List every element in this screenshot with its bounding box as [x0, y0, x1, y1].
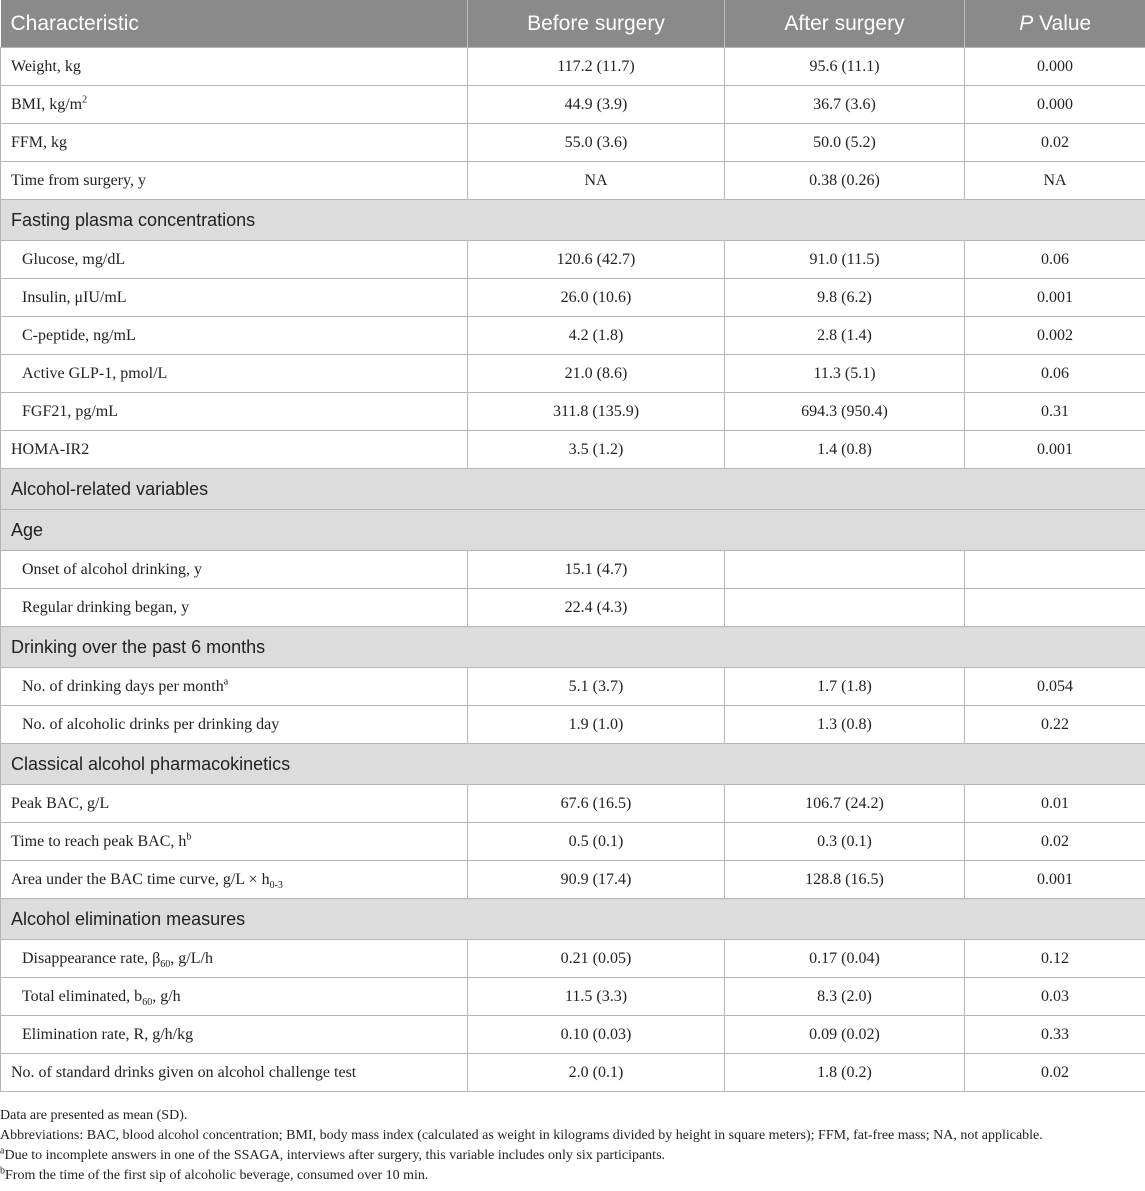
before-value: 67.6 (16.5) — [468, 785, 725, 823]
table-row-insulin — [1, 279, 1145, 317]
row-label: HOMA-IR2 — [1, 431, 468, 469]
table-row-glucose — [1, 241, 1145, 279]
after-value: 0.38 (0.26) — [725, 162, 965, 200]
before-value: 55.0 (3.6) — [468, 124, 725, 162]
table-row-time-from-surgery — [1, 162, 1145, 200]
p-value: 0.001 — [965, 861, 1145, 899]
table-row-c-peptide — [1, 317, 1145, 355]
footnote-b-text: From the time of the first sip of alcoholic beverage, consumed over 10 min. — [5, 1168, 429, 1183]
row-label-sub: 60 — [160, 958, 171, 970]
p-value: 0.06 — [965, 355, 1145, 393]
row-label — [1, 861, 468, 899]
p-value: 0.02 — [965, 124, 1145, 162]
p-value: NA — [965, 162, 1145, 200]
after-value: 1.3 (0.8) — [725, 706, 965, 744]
footnote-a-marker: a — [0, 1145, 5, 1157]
before-value: 21.0 (8.6) — [468, 355, 725, 393]
row-label — [1, 86, 468, 124]
p-value: 0.06 — [965, 241, 1145, 279]
row-label-sup: 2 — [82, 94, 88, 106]
after-value: 8.3 (2.0) — [725, 978, 965, 1016]
after-value: 91.0 (11.5) — [725, 241, 965, 279]
after-value: 106.7 (24.2) — [725, 785, 965, 823]
table-row-homa — [1, 431, 1145, 469]
section-label: Alcohol-related variables — [1, 469, 1145, 510]
after-value: 2.8 (1.4) — [725, 317, 965, 355]
table-row-standard-drinks — [1, 1054, 1145, 1092]
row-label — [1, 978, 468, 1016]
before-value: 22.4 (4.3) — [468, 589, 725, 627]
before-value: NA — [468, 162, 725, 200]
section-alcohol — [1, 469, 1145, 510]
before-value: 26.0 (10.6) — [468, 279, 725, 317]
p-value — [965, 589, 1145, 627]
header-characteristic: Characteristic — [1, 0, 468, 48]
row-label: Active GLP-1, pmol/L — [1, 355, 468, 393]
p-value: 0.000 — [965, 48, 1145, 86]
row-label: Insulin, μIU/mL — [1, 279, 468, 317]
p-value: 0.12 — [965, 940, 1145, 978]
table-row-fgf21 — [1, 393, 1145, 431]
p-value: 0.31 — [965, 393, 1145, 431]
header-after-surgery: After surgery — [725, 0, 965, 48]
footnote-a — [0, 1146, 1140, 1166]
p-value: 0.33 — [965, 1016, 1145, 1054]
table-row-drinking-days — [1, 668, 1145, 706]
row-label-sup: b — [186, 831, 192, 843]
p-value: 0.22 — [965, 706, 1145, 744]
header-p-value — [965, 0, 1145, 48]
after-value — [725, 551, 965, 589]
row-label: Regular drinking began, y — [1, 589, 468, 627]
after-value: 36.7 (3.6) — [725, 86, 965, 124]
before-value: 44.9 (3.9) — [468, 86, 725, 124]
row-label-main: Total eliminated, b — [22, 987, 143, 1005]
row-label: C-peptide, ng/mL — [1, 317, 468, 355]
before-value: 0.5 (0.1) — [468, 823, 725, 861]
footnote-b-marker: b — [0, 1165, 5, 1177]
header-p-italic: P — [1019, 11, 1034, 35]
row-label-tail: , g/L/h — [170, 949, 213, 967]
after-value: 50.0 (5.2) — [725, 124, 965, 162]
section-label: Classical alcohol pharmacokinetics — [1, 744, 1145, 785]
row-label: No. of alcoholic drinks per drinking day — [1, 706, 468, 744]
row-label — [1, 940, 468, 978]
row-label-main: No. of drinking days per month — [22, 677, 224, 695]
after-value: 1.7 (1.8) — [725, 668, 965, 706]
after-value: 694.3 (950.4) — [725, 393, 965, 431]
table-row-elimination-rate — [1, 1016, 1145, 1054]
before-value: 5.1 (3.7) — [468, 668, 725, 706]
row-label: FFM, kg — [1, 124, 468, 162]
p-value: 0.02 — [965, 1054, 1145, 1092]
table-row-ffm — [1, 124, 1145, 162]
table-row-time-peak — [1, 823, 1145, 861]
footnote-data-presentation: Data are presented as mean (SD). — [0, 1108, 188, 1123]
row-label: Peak BAC, g/L — [1, 785, 468, 823]
footnote-abbreviations: Abbreviations: BAC, blood alcohol concentration; BMI, body mass index (calculated as weight in kilograms divided by height in square meters); FFM, fat-free mass; NA, not applicable. — [0, 1128, 1043, 1143]
row-label: Time from surgery, y — [1, 162, 468, 200]
p-value — [965, 551, 1145, 589]
section-elimination — [1, 899, 1145, 940]
table-row-peak-bac — [1, 785, 1145, 823]
row-label-main: BMI, kg/m — [11, 95, 83, 113]
row-label-sup: a — [223, 676, 229, 688]
before-value: 15.1 (4.7) — [468, 551, 725, 589]
before-value: 90.9 (17.4) — [468, 861, 725, 899]
row-label-main: Time to reach peak BAC, h — [11, 832, 187, 850]
row-label-sub: 0-3 — [269, 879, 283, 891]
row-label: Glucose, mg/dL — [1, 241, 468, 279]
table-row-drinks-per-day — [1, 706, 1145, 744]
table-row-auc — [1, 861, 1145, 899]
table-footnotes — [0, 1106, 1140, 1186]
after-value: 11.3 (5.1) — [725, 355, 965, 393]
table-row-regular — [1, 589, 1145, 627]
p-value: 0.000 — [965, 86, 1145, 124]
after-value: 0.09 (0.02) — [725, 1016, 965, 1054]
row-label: Elimination rate, R, g/h/kg — [1, 1016, 468, 1054]
after-value — [725, 589, 965, 627]
p-value: 0.001 — [965, 279, 1145, 317]
p-value: 0.054 — [965, 668, 1145, 706]
table-row-bmi — [1, 86, 1145, 124]
section-label: Fasting plasma concentrations — [1, 200, 1145, 241]
before-value: 1.9 (1.0) — [468, 706, 725, 744]
after-value: 0.3 (0.1) — [725, 823, 965, 861]
section-label: Drinking over the past 6 months — [1, 627, 1145, 668]
before-value: 120.6 (42.7) — [468, 241, 725, 279]
row-label: No. of standard drinks given on alcohol challenge test — [1, 1054, 468, 1092]
before-value: 11.5 (3.3) — [468, 978, 725, 1016]
table-row-total-eliminated — [1, 978, 1145, 1016]
p-value: 0.02 — [965, 823, 1145, 861]
row-label: Weight, kg — [1, 48, 468, 86]
section-fasting — [1, 200, 1145, 241]
row-label — [1, 823, 468, 861]
section-drinking — [1, 627, 1145, 668]
after-value: 128.8 (16.5) — [725, 861, 965, 899]
before-value: 0.10 (0.03) — [468, 1016, 725, 1054]
p-value: 0.001 — [965, 431, 1145, 469]
table-row-weight — [1, 48, 1145, 86]
row-label-main: Area under the BAC time curve, g/L × h — [11, 870, 270, 888]
table-row-glp1 — [1, 355, 1145, 393]
p-value: 0.002 — [965, 317, 1145, 355]
before-value: 117.2 (11.7) — [468, 48, 725, 86]
row-label-tail: , g/h — [152, 987, 181, 1005]
p-value: 0.01 — [965, 785, 1145, 823]
section-age — [1, 510, 1145, 551]
row-label — [1, 668, 468, 706]
header-before-surgery: Before surgery — [468, 0, 725, 48]
after-value: 9.8 (6.2) — [725, 279, 965, 317]
table-row-disappearance — [1, 940, 1145, 978]
row-label-sub: 60 — [142, 996, 153, 1008]
row-label-main: Disappearance rate, β — [22, 949, 161, 967]
row-label: Onset of alcohol drinking, y — [1, 551, 468, 589]
section-pharmacokinetics — [1, 744, 1145, 785]
section-label: Age — [1, 510, 1145, 551]
row-label: FGF21, pg/mL — [1, 393, 468, 431]
before-value: 311.8 (135.9) — [468, 393, 725, 431]
section-label: Alcohol elimination measures — [1, 899, 1145, 940]
after-value: 95.6 (11.1) — [725, 48, 965, 86]
p-value: 0.03 — [965, 978, 1145, 1016]
before-value: 3.5 (1.2) — [468, 431, 725, 469]
header-p-rest: Value — [1033, 11, 1092, 35]
before-value: 0.21 (0.05) — [468, 940, 725, 978]
table-row-onset — [1, 551, 1145, 589]
after-value: 1.8 (0.2) — [725, 1054, 965, 1092]
footnote-b — [0, 1166, 1140, 1186]
before-value: 4.2 (1.8) — [468, 317, 725, 355]
footnote-a-text: Due to incomplete answers in one of the SSAGA, interviews after surgery, this variable includes only six participants. — [4, 1148, 666, 1163]
before-value: 2.0 (0.1) — [468, 1054, 725, 1092]
after-value: 1.4 (0.8) — [725, 431, 965, 469]
after-value: 0.17 (0.04) — [725, 940, 965, 978]
table-header — [1, 0, 1145, 48]
